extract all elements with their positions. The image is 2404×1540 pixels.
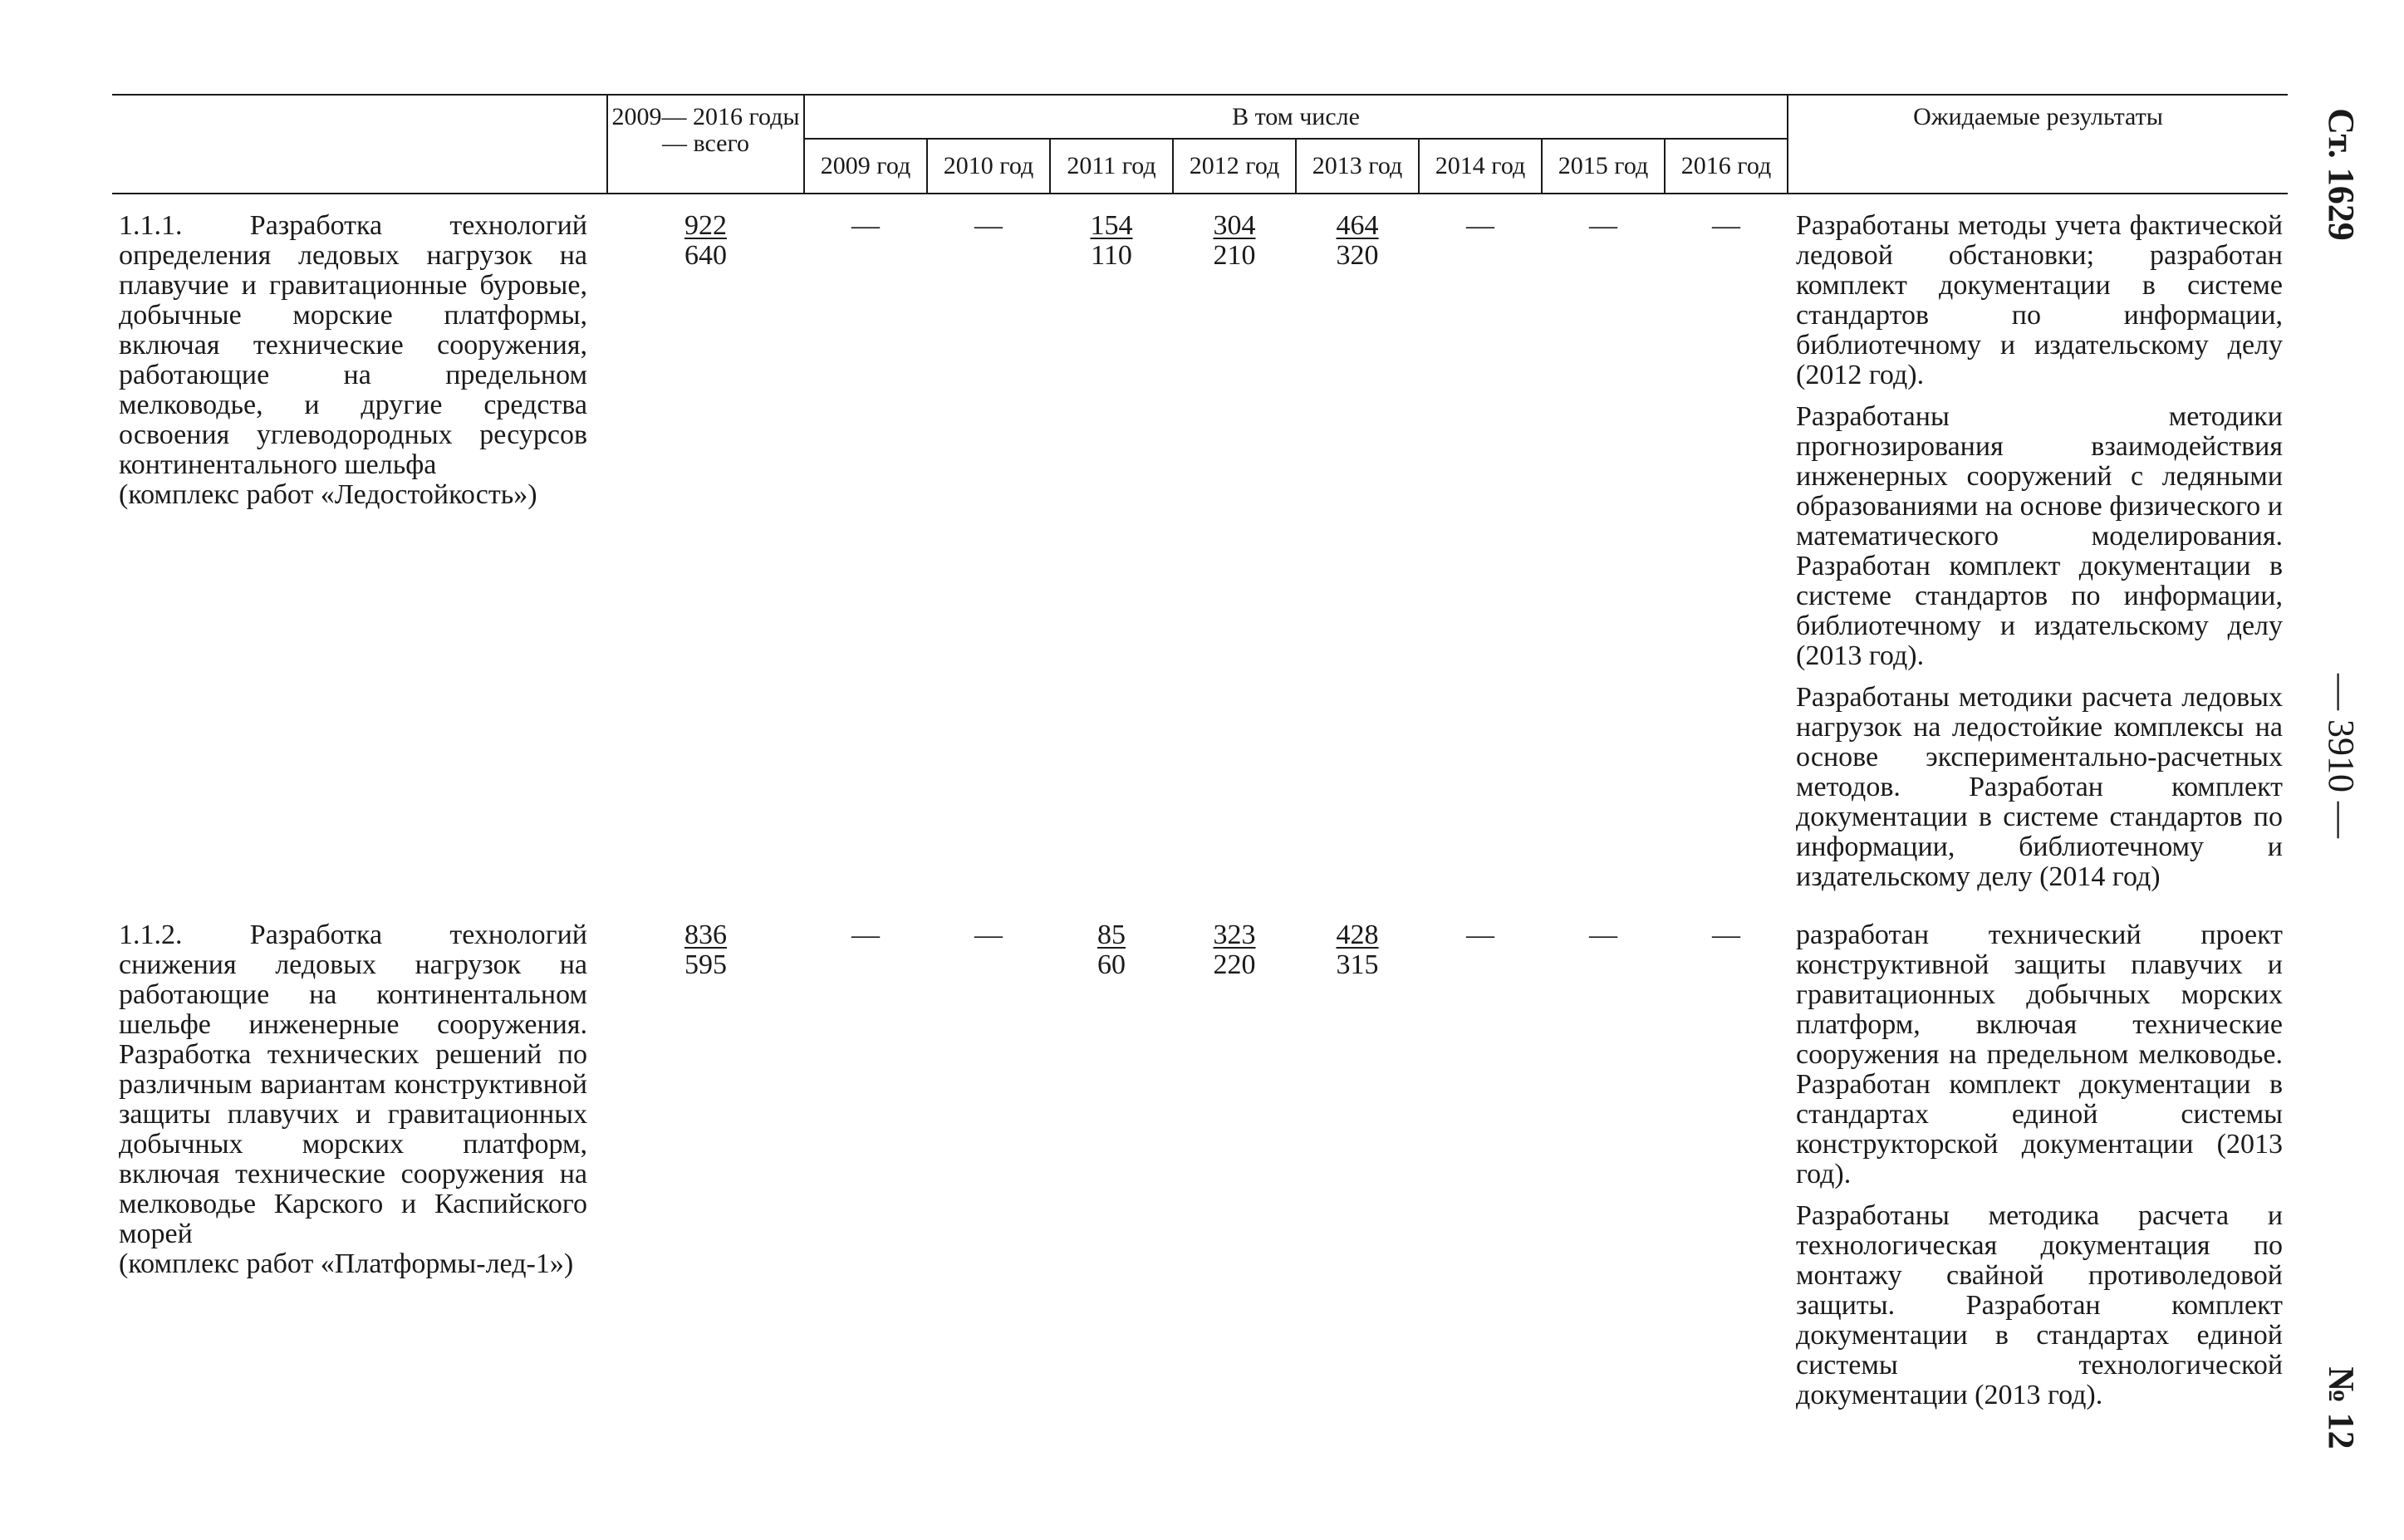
header-year: 2016 год	[1665, 139, 1788, 194]
margin-page-wrap	[2321, 674, 2404, 838]
value-numerator: 154	[1090, 210, 1133, 241]
row-name-cell	[112, 194, 607, 904]
year-value-2016: —	[1712, 210, 1740, 241]
results-cell	[1788, 194, 2288, 904]
header-name-cell	[112, 95, 607, 194]
value-denominator: 595	[684, 949, 727, 980]
row-complex: (комплекс работ «Платформы-лед-1»)	[119, 1248, 574, 1279]
year-value-2013	[1296, 194, 1419, 904]
value-denominator: 315	[1336, 949, 1379, 980]
margin-reference-wrap	[2321, 108, 2404, 241]
year-value-2010: —	[974, 920, 1003, 950]
result-paragraph: разработан технический проект конструктивной защиты плавучих и гравитационных добычных морских платформ, включая технические сооружения на предельном мелководье. Разработан комплект документации в стандартах единой системы конструкторской документации (2013 год).	[1796, 920, 2284, 1189]
row-name-cell	[112, 904, 607, 1422]
header-year: 2011 год	[1050, 139, 1173, 194]
total-value	[607, 194, 804, 904]
year-value-2013	[1296, 904, 1419, 1422]
year-value-2009: —	[851, 920, 880, 950]
value-numerator: 922	[684, 210, 727, 241]
program-table	[112, 94, 2288, 1422]
margin-page-number: — 3910 —	[2321, 674, 2362, 838]
header-group: В том числе	[804, 95, 1788, 139]
value-denominator: 220	[1213, 949, 1256, 980]
result-paragraph: Разработаны методики прогнозирования взаимодействия инженерных сооружений с ледяными образованиями на основе физического и математического моделирования. Разработан комплект документации в системе стандартов по информации, библиотечному и издательскому делу (2013 год).	[1796, 401, 2284, 671]
value-numerator: 304	[1213, 210, 1256, 241]
value-denominator: 640	[684, 240, 727, 271]
value-numerator: 836	[684, 920, 727, 950]
year-value-2011	[1050, 904, 1173, 1422]
header-year: 2009 год	[804, 139, 927, 194]
result-paragraph: Разработаны методика расчета и технологическая документация по монтажу свайной противоледовой защиты. Разработан комплект документации в стандартах единой системы технологической документации (2013 год).	[1796, 1200, 2284, 1410]
margin-issue-wrap	[2321, 1366, 2404, 1449]
value-denominator: 110	[1091, 240, 1132, 271]
year-value-2014: —	[1466, 210, 1494, 241]
value-denominator: 320	[1336, 240, 1379, 271]
year-value-2009: —	[851, 210, 880, 241]
result-paragraph: Разработаны методики расчета ледовых нагрузок на ледостойкие комплексы на основе экспериментально-расчетных методов. Разработан комплект документации в системе стандартов по информации, библиотечному и издательскому делу (2014 год)	[1796, 682, 2284, 892]
year-value-2012	[1173, 194, 1296, 904]
value-denominator: 60	[1097, 949, 1126, 980]
header-results: Ожидаемые результаты	[1788, 95, 2288, 194]
result-paragraph: Разработаны методы учета фактической ледовой обстановки; разработан комплект документации в системе стандартов по информации, библиотечному и издательскому делу (2012 год).	[1796, 210, 2284, 390]
header-year: 2014 год	[1419, 139, 1542, 194]
year-value-2010: —	[974, 210, 1003, 241]
header-year: 2010 год	[927, 139, 1050, 194]
margin-reference: Ст. 1629	[2321, 108, 2362, 241]
table-row	[112, 194, 2288, 904]
year-value-2015: —	[1589, 210, 1617, 241]
year-value-2011	[1050, 194, 1173, 904]
table-row	[112, 904, 2288, 1422]
value-denominator: 210	[1213, 240, 1256, 271]
row-name: 1.1.2. Разработка технологий снижения ледовых нагрузок на работающие на континентальном шельфе инженерные сооружения. Разработка технических решений по различным вариантам конструктивной защиты плавучих и гравитационных добычных морских платформ, включая технические сооружения на мелководье Карского и Каспийского морей	[119, 920, 587, 1249]
year-value-2014: —	[1466, 920, 1494, 950]
year-value-2016: —	[1712, 920, 1740, 950]
value-numerator: 323	[1213, 920, 1256, 950]
header-year: 2013 год	[1296, 139, 1419, 194]
margin-issue-number: № 12	[2321, 1366, 2362, 1449]
year-value-2015: —	[1589, 920, 1617, 950]
header-year: 2015 год	[1542, 139, 1665, 194]
year-value-2012	[1173, 904, 1296, 1422]
row-complex: (комплекс работ «Ледостойкость»)	[119, 479, 537, 510]
header-year: 2012 год	[1173, 139, 1296, 194]
value-numerator: 428	[1336, 920, 1379, 950]
value-numerator: 85	[1097, 920, 1126, 950]
value-numerator: 464	[1336, 210, 1379, 241]
results-cell	[1788, 904, 2288, 1422]
total-value	[607, 904, 804, 1422]
row-name: 1.1.1. Разработка технологий определения ледовых нагрузок на плавучие и гравитационные буровые, добычные морские платформы, включая технические сооружения, работающие на предельном мелководье, и другие средства освоения углеводородных ресурсов континентального шельфа	[119, 210, 587, 480]
header-total: 2009— 2016 годы — всего	[607, 95, 804, 194]
